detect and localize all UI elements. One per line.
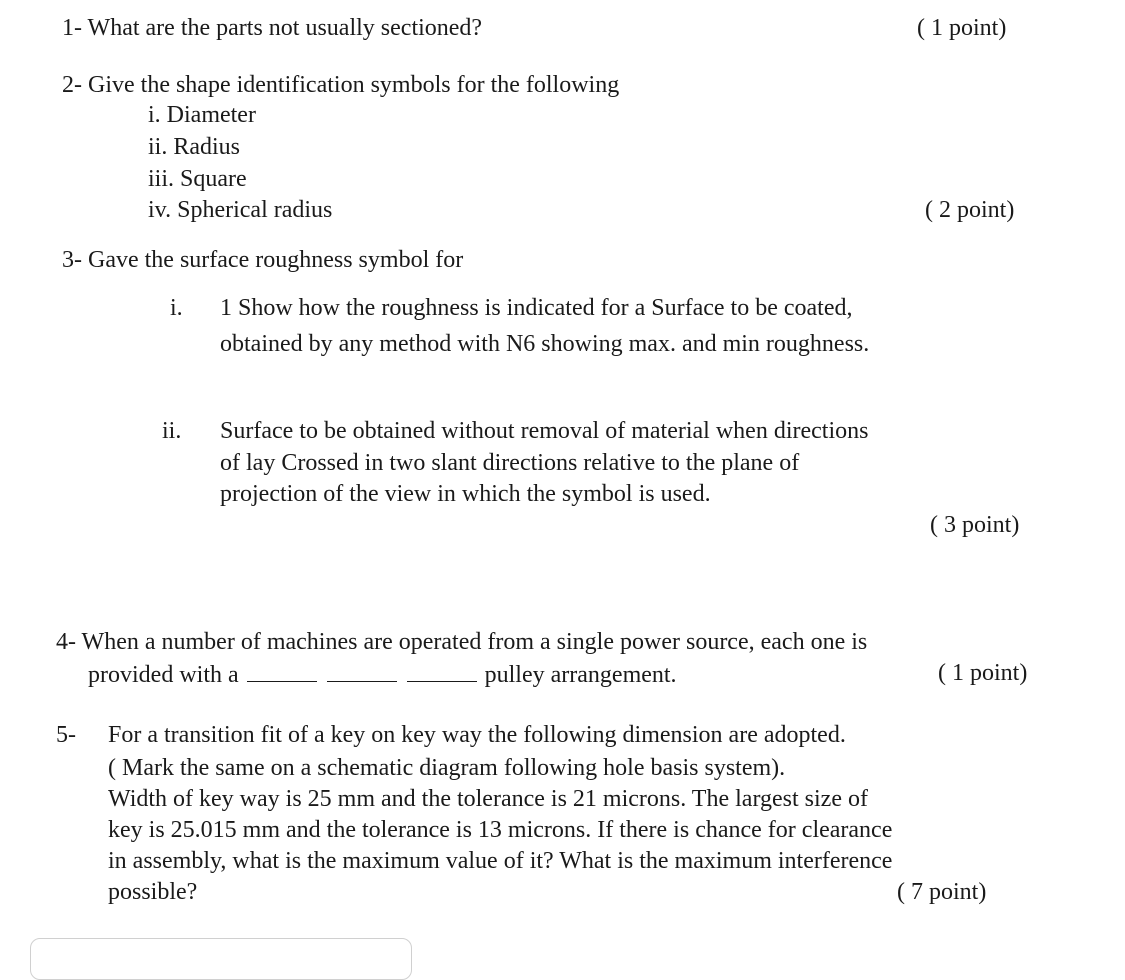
question-5-points: ( 7 point)	[897, 879, 987, 905]
question-4-text: 4- When a number of machines are operated from a single power source, each one is	[56, 629, 868, 655]
question-3-item-line: of lay Crossed in two slant directions relative to the plane of	[220, 450, 800, 476]
question-1-points: ( 1 point)	[917, 15, 1007, 41]
question-4-points: ( 1 point)	[938, 660, 1028, 686]
question-5-line: For a transition fit of a key on key way the following dimension are adopted.	[108, 722, 846, 748]
question-1-text: 1- What are the parts not usually sectioned?	[62, 15, 483, 41]
question-3-item-number: i.	[170, 295, 183, 321]
question-3-item-line: 1 Show how the roughness is indicated for a Surface to be coated,	[220, 295, 853, 321]
answer-blank	[327, 659, 397, 682]
question-2-item: i. Diameter	[148, 102, 256, 128]
question-5-line: possible?	[108, 879, 198, 905]
bottom-card	[30, 938, 412, 980]
question-2-points: ( 2 point)	[925, 197, 1015, 223]
question-3-text: 3- Gave the surface roughness symbol for	[62, 247, 464, 273]
question-5-line: Width of key way is 25 mm and the tolerance is 21 microns. The largest size of	[108, 786, 868, 812]
question-3-item-line: obtained by any method with N6 showing max. and min roughness.	[220, 331, 870, 357]
question-3-item-number: ii.	[162, 418, 182, 444]
question-5-line: ( Mark the same on a schematic diagram following hole basis system).	[108, 755, 786, 781]
question-3-item-line: projection of the view in which the symbol is used.	[220, 481, 711, 507]
question-5-line: key is 25.015 mm and the tolerance is 13 microns. If there is chance for clearance	[108, 817, 893, 843]
answer-blank	[407, 659, 477, 682]
question-2-text: 2- Give the shape identification symbols for the following	[62, 72, 620, 98]
question-5-number: 5-	[56, 722, 76, 748]
question-2-item: ii. Radius	[148, 134, 241, 160]
question-3-points: ( 3 point)	[930, 512, 1020, 538]
question-2-item: iv. Spherical radius	[148, 197, 333, 223]
question-4-line-2-end: pulley arrangement.	[484, 662, 677, 688]
question-4-line-2	[88, 659, 677, 690]
answer-blank	[247, 659, 317, 682]
question-3-item-line: Surface to be obtained without removal of material when directions	[220, 418, 869, 444]
question-2-item: iii. Square	[148, 166, 247, 192]
question-5-line: in assembly, what is the maximum value of it? What is the maximum interference	[108, 848, 893, 874]
question-4-line-2-start: provided with a	[88, 662, 239, 688]
